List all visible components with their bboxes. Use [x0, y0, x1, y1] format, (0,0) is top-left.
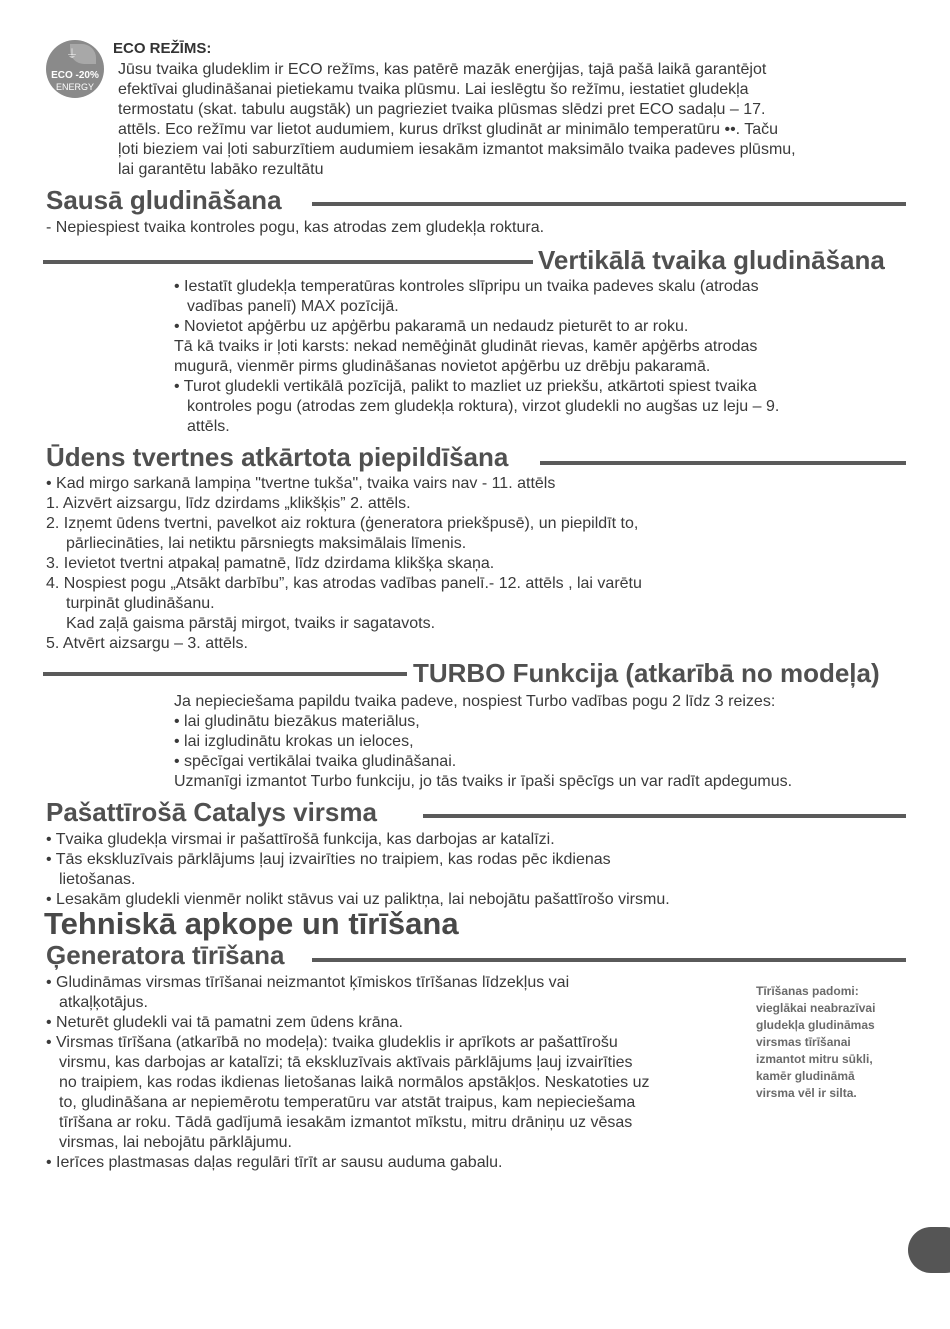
text-line: 4. Nospiest pogu „Atsākt darbību”, kas atrodas vadības panelī.- 12. attēls , lai varētu [46, 575, 642, 592]
eco-icon-sublabel: ENERGY [55, 82, 94, 92]
text-line: termostatu (skat. tabulu augstāk) un pagrieziet tvaika plūsmas slēdzi pret ECO sadaļu – 17. [118, 101, 766, 118]
text-line: • Gludināmas virsmas tīrīšanai neizmantot ķīmiskos tīrīšanas līdzekļus vai [46, 974, 570, 991]
text-line: • lai gludinātu biezākus materiālus, [174, 713, 420, 730]
section-heading-catalys: Pašattīrošā Catalys virsma [46, 797, 377, 827]
text-line: pārliecināties, lai netiktu pārsniegts maksimālais līmenis. [66, 535, 467, 552]
text-line: virsmas, lai nebojātu pārklājumu. [59, 1134, 292, 1151]
text-line: efektīvai gludināšanai pietiekamu tvaika plūsmu. Lai ieslēgtu šo režīmu, iestatiet gludekļa [118, 81, 749, 98]
text-line: tīrīšana ar roku. Tādā gadījumā iesakām izmantot mīkstu, mitru drāniņu uz vēsas [59, 1114, 633, 1131]
plug-icon: ⏚ [66, 47, 79, 61]
text-line: to, gludināšana ar nepiemērotu temperatūru var atstāt traipus, kam nepieciešama [59, 1094, 636, 1111]
text-line: kontroles pogu (atrodas zem gludekļa roktura), virzot gludekli no augšas uz leju – 9. [187, 398, 780, 415]
text-line: 3. Ievietot tvertni atpakaļ pamatnē, līdz dzirdama klikšķa skaņa. [46, 555, 495, 572]
text-line: - Nepiespiest tvaika kontroles pogu, kas atrodas zem gludekļa roktura. [46, 219, 545, 236]
page-title-maintenance: Tehniskā apkope un tīrīšana [44, 906, 459, 941]
text-line: 2. Izņemt ūdens tvertni, pavelkot aiz roktura (ģeneratora priekšpusē), un piepildīt to, [46, 515, 639, 532]
eco-paragraph [118, 60, 796, 180]
heading-rule [312, 958, 906, 962]
text-line: mugurā, vienmēr pirms gludināšanas novietot apģērbu uz drēbju pakaramā. [174, 358, 711, 375]
text-line: Kad zaļā gaisma pārstāj mirgot, tvaiks ir sagatavots. [66, 615, 436, 632]
heading-rule [43, 672, 407, 676]
heading-rule [312, 202, 906, 206]
eco-icon-label: ECO -20% [51, 70, 99, 81]
text-line: • Lesakām gludekli vienmēr nolikt stāvus vai uz paliktņa, lai nebojātu pašattīrošo virsmu. [46, 891, 670, 908]
text-line: atkaļķotājus. [59, 994, 148, 1011]
text-line: lai garantētu labāko rezultātu [118, 161, 324, 178]
text-line: • Virsmas tīrīšana (atkarībā no modeļa): tvaika gludeklis ir aprīkots ar pašattīrošu [46, 1034, 618, 1051]
text-line: • Iestatīt gludekļa temperatūras kontroles slīpripu un tvaika padeves skalu (atrodas [174, 278, 759, 295]
text-line: • Ierīces plastmasas daļas regulāri tīrīt ar sausu auduma gabalu. [46, 1154, 503, 1171]
text-line: • Kad mirgo sarkanā lampiņa "tvertne tukša", tvaika vairs nav - 11. attēls [46, 475, 556, 492]
text-line: • Tvaika gludekļa virsmai ir pašattīrošā funkcija, kas darbojas ar katalīzi. [46, 831, 555, 848]
text-line: izmantot mitru sūkli, [756, 1052, 873, 1066]
text-line: no traipiem, kas rodas ikdienas lietošanas laikā normālos apstākļos. Neskatoties uz [59, 1074, 650, 1091]
eco-energy-icon [46, 40, 104, 98]
text-line: • Neturēt gludekli vai tā pamatni zem ūdens krāna. [46, 1014, 403, 1031]
text-line: vieglākai neabrazīvai [756, 1001, 876, 1015]
text-line: Tā kā tvaiks ir ļoti karsts: nekad nemēģināt gludināt rievas, kamēr apģērbs atrodas [174, 338, 758, 355]
text-line: Jūsu tvaika gludeklim ir ECO režīms, kas patērē mazāk enerģijas, tajā pašā laikā garantējot [118, 61, 767, 78]
text-line: attēls. [187, 418, 230, 435]
text-line: • Tās ekskluzīvais pārklājums ļauj izvairīties no traipiem, kas rodas pēc ikdienas [46, 851, 611, 868]
heading-rule [423, 814, 906, 818]
text-line: kamēr gludināmā [756, 1069, 855, 1083]
text-line: • Novietot apģērbu uz apģērbu pakaramā un nedaudz pieturēt to ar roku. [174, 318, 689, 335]
text-line: • Turot gludekli vertikālā pozīcijā, palikt to mazliet uz priekšu, atkārtoti spiest tvaika [174, 378, 757, 395]
heading-rule [540, 461, 906, 465]
eco-title: ECO REŽĪMS: [113, 40, 212, 57]
text-line: Tīrīšanas padomi: [756, 984, 859, 998]
refill-paragraph [46, 474, 642, 654]
heading-rule [43, 260, 533, 264]
text-line: 5. Atvērt aizsargu – 3. attēls. [46, 635, 248, 652]
page-edge-tab [908, 1227, 950, 1273]
cleaning-paragraph [46, 973, 650, 1173]
text-line: virsmu, kas darbojas ar katalīzi; tā ekskluzīvais aktīvais pārklājums ļauj izvairīties [59, 1054, 633, 1071]
dry-paragraph [46, 218, 544, 238]
text-line: virsmas tīrīšanai [756, 1035, 851, 1049]
cleaning-tip-sidebar [756, 983, 875, 1102]
text-line: Uzmanīgi izmantot Turbo funkciju, jo tās tvaiks ir īpaši spēcīgs un var radīt apdegumus. [174, 773, 793, 790]
text-line: • spēcīgai vertikālai tvaika gludināšanai. [174, 753, 457, 770]
text-line: gludekļa gludināmas [756, 1018, 875, 1032]
section-heading-generator-cleaning: Ģeneratora tīrīšana [46, 940, 285, 970]
text-line: vadības panelī) MAX pozīcijā. [187, 298, 399, 315]
section-heading-dry-ironing: Sausā gludināšana [46, 185, 282, 215]
turbo-paragraph [174, 692, 792, 792]
text-line: 1. Aizvērt aizsargu, līdz dzirdams „klikšķis” 2. attēls. [46, 495, 411, 512]
catalys-paragraph [46, 830, 670, 910]
text-line: ļoti bieziem vai ļoti saburzītiem audumiem iesakām izmantot maksimālo tvaika padeves plūsmu, [118, 141, 796, 158]
text-line: virsma vēl ir silta. [756, 1086, 857, 1100]
text-line: lietošanas. [59, 871, 136, 888]
section-heading-refill: Ūdens tvertnes atkārtota piepildīšana [46, 442, 509, 472]
text-line: turpināt gludināšanu. [66, 595, 215, 612]
section-heading-turbo: TURBO Funkcija (atkarībā no modeļa) [413, 658, 880, 688]
text-line: • lai izgludinātu krokas un ieloces, [174, 733, 414, 750]
text-line: attēls. Eco režīmu var lietot audumiem, kurus drīkst gludināt ar minimālo temperatūru ••. Taču [118, 121, 779, 138]
vertical-paragraph [174, 277, 779, 437]
text-line: Ja nepieciešama papildu tvaika padeve, nospiest Turbo vadības pogu 2 līdz 3 reizes: [174, 693, 776, 710]
section-heading-vertical-steam: Vertikālā tvaika gludināšana [538, 245, 885, 275]
